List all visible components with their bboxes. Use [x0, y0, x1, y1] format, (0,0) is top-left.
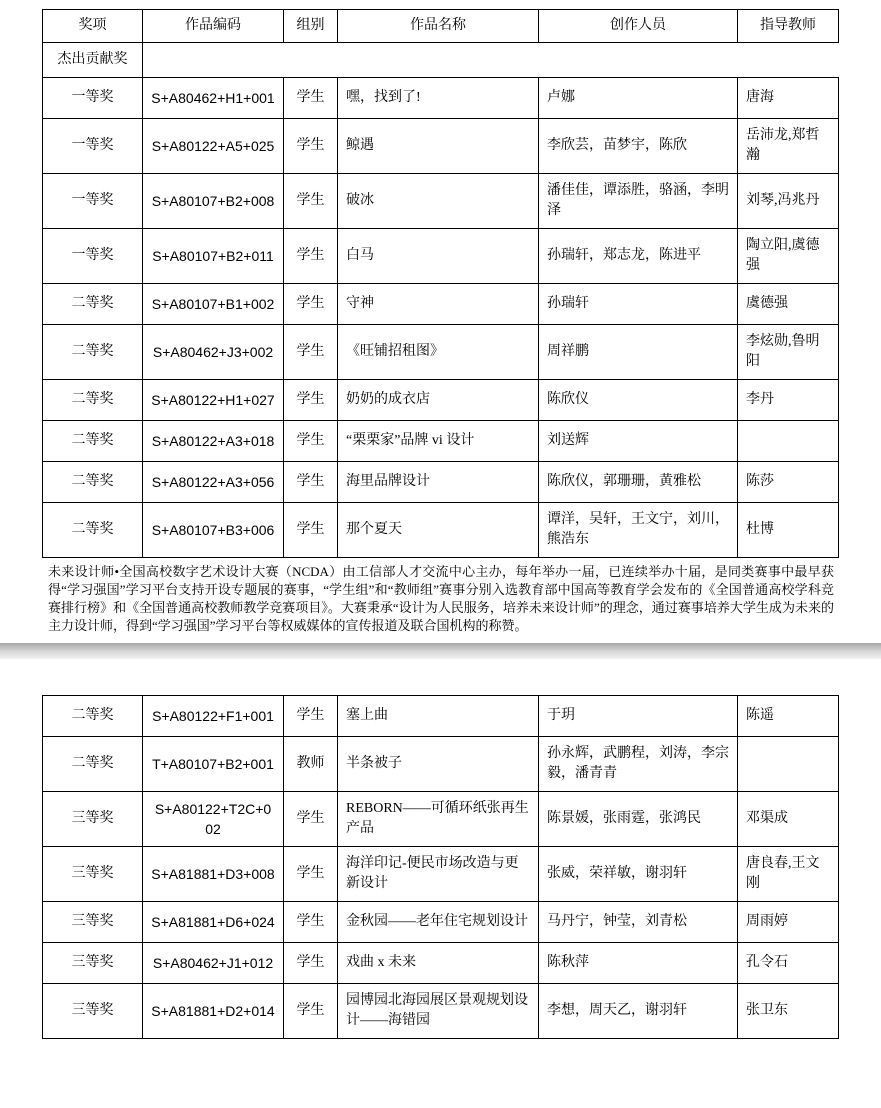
award-cell: 杰出贡献奖	[43, 43, 143, 78]
group-cell: 学生	[284, 984, 338, 1039]
award-cell: 三等奖	[43, 943, 143, 984]
awards-table-top	[42, 9, 839, 558]
code-cell: S+A80462+J3+002	[143, 325, 284, 380]
teachers-cell: 周雨婷	[738, 902, 839, 943]
group-cell: 学生	[284, 229, 338, 284]
table-header-row	[43, 10, 839, 43]
teachers-cell: 李炫勋,鲁明阳	[738, 325, 839, 380]
code-cell: S+A80122+A5+025	[143, 119, 284, 174]
table-row	[43, 696, 839, 737]
award-cell: 二等奖	[43, 325, 143, 380]
creators-cell: 周祥鹏	[539, 325, 738, 380]
creators-cell: 张威，荣祥敏，谢羽轩	[539, 847, 738, 902]
table-row	[43, 943, 839, 984]
creators-cell: 李想，周天乙，谢羽轩	[539, 984, 738, 1039]
creators-cell: 陈景媛，张雨霆，张鸿民	[539, 792, 738, 847]
teachers-cell: 李丹	[738, 380, 839, 421]
title-cell: 海洋印记-便民市场改造与更新设计	[338, 847, 539, 902]
teachers-cell: 邓渠成	[738, 792, 839, 847]
group-cell: 学生	[284, 792, 338, 847]
table-row	[43, 174, 839, 229]
teachers-cell: 陶立阳,虞德强	[738, 229, 839, 284]
code-cell: S+A80107+B2+008	[143, 174, 284, 229]
group-cell: 学生	[284, 380, 338, 421]
title-cell: 白马	[338, 229, 539, 284]
code-cell: S+A81881+D2+014	[143, 984, 284, 1039]
group-cell: 学生	[284, 847, 338, 902]
page-break-divider	[0, 643, 881, 659]
table-row	[43, 792, 839, 847]
award-cell: 三等奖	[43, 847, 143, 902]
table-row-special	[43, 43, 839, 78]
teachers-cell: 岳沛龙,郑哲瀚	[738, 119, 839, 174]
teachers-cell: 虞德强	[738, 284, 839, 325]
code-cell: S+A81881+D6+024	[143, 902, 284, 943]
creators-cell: 陈秋萍	[539, 943, 738, 984]
code-cell: S+A80122+F1+001	[143, 696, 284, 737]
header-creators: 创作人员	[539, 10, 738, 43]
title-cell: 守神	[338, 284, 539, 325]
award-cell: 二等奖	[43, 462, 143, 503]
code-cell: S+A80122+T2C+002	[143, 792, 284, 847]
code-cell: S+A80462+J1+012	[143, 943, 284, 984]
merged-empty-cell	[143, 43, 839, 78]
teachers-cell: 孔令石	[738, 943, 839, 984]
table-row	[43, 325, 839, 380]
group-cell: 学生	[284, 503, 338, 558]
code-cell: S+A80122+A3+056	[143, 462, 284, 503]
teachers-cell	[738, 421, 839, 462]
creators-cell: 马丹宁，钟莹，刘青松	[539, 902, 738, 943]
group-cell: 学生	[284, 902, 338, 943]
group-cell: 学生	[284, 943, 338, 984]
creators-cell: 孙瑞轩	[539, 284, 738, 325]
title-cell: 嘿，找到了!	[338, 78, 539, 119]
teachers-cell	[738, 737, 839, 792]
teachers-cell: 陈遥	[738, 696, 839, 737]
teachers-cell: 刘琴,冯兆丹	[738, 174, 839, 229]
creators-cell: 李欣芸，苗梦宇，陈欣	[539, 119, 738, 174]
table-row	[43, 78, 839, 119]
title-cell: 奶奶的成衣店	[338, 380, 539, 421]
award-cell: 一等奖	[43, 174, 143, 229]
header-work-code: 作品编码	[143, 10, 284, 43]
table-row	[43, 229, 839, 284]
teachers-cell: 张卫东	[738, 984, 839, 1039]
table-row	[43, 421, 839, 462]
title-cell: REBORN——可循环纸张再生产品	[338, 792, 539, 847]
group-cell: 学生	[284, 421, 338, 462]
award-cell: 二等奖	[43, 737, 143, 792]
group-cell: 学生	[284, 462, 338, 503]
award-cell: 二等奖	[43, 284, 143, 325]
code-cell: S+A80107+B2+011	[143, 229, 284, 284]
award-cell: 二等奖	[43, 421, 143, 462]
group-cell: 学生	[284, 284, 338, 325]
table-row	[43, 503, 839, 558]
group-cell: 学生	[284, 119, 338, 174]
creators-cell: 于玥	[539, 696, 738, 737]
award-cell: 一等奖	[43, 119, 143, 174]
code-cell: T+A80107+B2+001	[143, 737, 284, 792]
award-cell: 二等奖	[43, 696, 143, 737]
title-cell: 戏曲 x 未来	[338, 943, 539, 984]
title-cell: 破冰	[338, 174, 539, 229]
code-cell: S+A80462+H1+001	[143, 78, 284, 119]
creators-cell: 谭洋，吴轩，王文宁，刘川，熊浩东	[539, 503, 738, 558]
award-cell: 一等奖	[43, 229, 143, 284]
title-cell: 鲸遇	[338, 119, 539, 174]
code-cell: S+A80122+H1+027	[143, 380, 284, 421]
header-group: 组别	[284, 10, 338, 43]
group-cell: 学生	[284, 78, 338, 119]
code-cell: S+A80107+B3+006	[143, 503, 284, 558]
creators-cell: 卢娜	[539, 78, 738, 119]
title-cell: 园博园北海园展区景观规划设计——海错园	[338, 984, 539, 1039]
award-cell: 三等奖	[43, 902, 143, 943]
table-row	[43, 737, 839, 792]
group-cell: 学生	[284, 174, 338, 229]
header-work-title: 作品名称	[338, 10, 539, 43]
title-cell: 那个夏天	[338, 503, 539, 558]
teachers-cell: 陈莎	[738, 462, 839, 503]
teachers-cell: 唐海	[738, 78, 839, 119]
creators-cell: 刘送辉	[539, 421, 738, 462]
table-row	[43, 902, 839, 943]
creators-cell: 陈欣仪	[539, 380, 738, 421]
header-teachers: 指导教师	[738, 10, 839, 43]
title-cell: “栗栗家”品牌 vi 设计	[338, 421, 539, 462]
code-cell: S+A80122+A3+018	[143, 421, 284, 462]
title-cell: 塞上曲	[338, 696, 539, 737]
teachers-cell: 杜博	[738, 503, 839, 558]
title-cell: 海里品牌设计	[338, 462, 539, 503]
creators-cell: 孙瑞轩，郑志龙，陈进平	[539, 229, 738, 284]
creators-cell: 陈欣仪，郭珊珊，黄雅松	[539, 462, 738, 503]
competition-description: 未来设计师•全国高校数字艺术设计大赛（NCDA）由工信部人才交流中心主办，每年举办一届，已连续举办十届，是同类赛事中最早获得“学习强国”学习平台支持开设专题展的赛事，“学生组”和“教师组”赛事分别入选教育部中国高等教育学会发布的《全国普通高校学科竞赛排行榜》和《全国普通高校教师教学竞赛项目》。大赛秉承“设计为人民服务，培养未来设计师”的理念，通过赛事培养大学生成为未来的主力设计师，得到“学习强国”学习平台等权威媒体的宣传报道及联合国机构的称赞。	[48, 564, 834, 633]
code-cell: S+A81881+D3+008	[143, 847, 284, 902]
table-row	[43, 284, 839, 325]
header-award: 奖项	[43, 10, 143, 43]
group-cell: 学生	[284, 325, 338, 380]
award-cell: 三等奖	[43, 984, 143, 1039]
group-cell: 教师	[284, 737, 338, 792]
awards-table-bottom	[42, 695, 839, 1039]
title-cell: 金秋园——老年住宅规划设计	[338, 902, 539, 943]
teachers-cell: 唐良春,王文刚	[738, 847, 839, 902]
table-row	[43, 847, 839, 902]
award-cell: 二等奖	[43, 503, 143, 558]
creators-cell: 潘佳佳，谭添胜，骆涵，李明泽	[539, 174, 738, 229]
creators-cell: 孙永辉，武鹏程，刘涛，李宗毅，潘青青	[539, 737, 738, 792]
table-row	[43, 462, 839, 503]
award-cell: 三等奖	[43, 792, 143, 847]
table-row	[43, 984, 839, 1039]
award-cell: 二等奖	[43, 380, 143, 421]
award-cell: 一等奖	[43, 78, 143, 119]
title-cell: 半条被子	[338, 737, 539, 792]
table-row	[43, 119, 839, 174]
code-cell: S+A80107+B1+002	[143, 284, 284, 325]
title-cell: 《旺铺招租图》	[338, 325, 539, 380]
table-row	[43, 380, 839, 421]
group-cell: 学生	[284, 696, 338, 737]
